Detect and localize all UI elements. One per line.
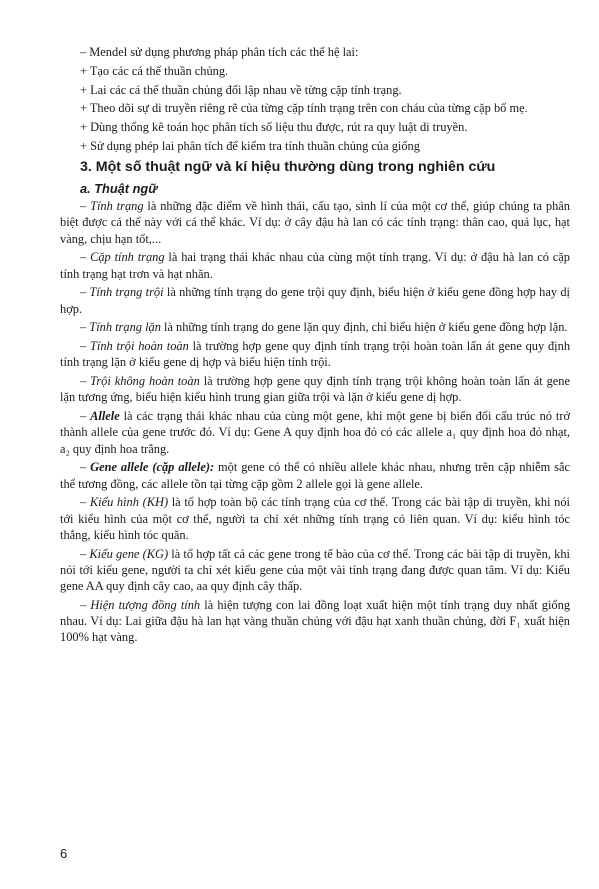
method-item: + Sử dụng phép lai phân tích để kiểm tra tính thuần chủng của giống bbox=[80, 138, 420, 153]
definition-term: Cặp tính trạng bbox=[90, 250, 165, 265]
definition-term: Tính trội hoàn toàn bbox=[90, 339, 189, 354]
definition-body: là hiện tượng con lai đồng loạt xuất hiện một tính trạng duy nhất giống nhau. Ví dụ: Lai giữa đậu hà lan hạt vàng thuần chủng với đậu hạt xanh thuần chủng, đời F₁ xuất hiện 100% hạt vàng. bbox=[60, 597, 571, 645]
definition-paragraph bbox=[60, 373, 570, 405]
method-intro: – Mendel sử dụng phương pháp phân tích các thế hệ lai: bbox=[80, 45, 359, 59]
definition-dash: – bbox=[80, 374, 91, 389]
definition-term: Gene allele (cặp allele): bbox=[90, 460, 215, 475]
definition-paragraph bbox=[60, 459, 570, 491]
definition-dash: – bbox=[80, 285, 90, 300]
definition-paragraph bbox=[60, 597, 570, 646]
definition-paragraph bbox=[60, 198, 570, 247]
definition-body: là những tính trạng do gene trội quy định, biểu hiện ở kiểu gene đồng hợp hay dị hợp. bbox=[60, 285, 570, 316]
definition-paragraph bbox=[60, 494, 570, 543]
definition-body: là những đặc điểm về hình thái, cấu tạo, sinh lí của một cơ thể, giúp chúng ta phân biệt được cá thể này với cá thể khác. Ví dụ: ở cây đậu hà lan có các tính trạng: thân cao, quả lục, hạt vàng, chịu hạn tốt,... bbox=[60, 199, 570, 246]
definition-body: là trường hợp gene quy định tính trạng trội không hoàn toàn lấn át gene lặn tương ứng, biểu hiện kiểu hình trung gian giữa trội và lặn ở kiểu gene dị hợp. bbox=[60, 374, 570, 405]
definition-paragraph bbox=[60, 319, 570, 335]
definition-dash: – bbox=[80, 250, 91, 265]
page-content bbox=[60, 44, 570, 648]
definition-dash: – bbox=[80, 199, 91, 214]
definition-dash: – bbox=[80, 597, 91, 612]
method-item: + Theo dõi sự di truyền riêng rẽ của từng cặp tính trạng trên con cháu của từng cặp bố mẹ. bbox=[80, 101, 528, 116]
definition-term: Kiểu hình (KH) bbox=[89, 495, 169, 510]
definition-body: là các trạng thái khác nhau của cùng một gene, khi một gene bị biến đổi cấu trúc nó trở thành allele của gene trước đó. Ví dụ: Gene A quy định hoa đỏ có các allele a₁ quy định hoa đỏ nhạt, a₂ quy định hoa trắng. bbox=[60, 409, 570, 456]
definition-dash: – bbox=[80, 546, 90, 561]
page-number: 6 bbox=[60, 846, 68, 861]
definition-dash: – bbox=[80, 460, 91, 475]
subheading: a. Thuật ngữ bbox=[80, 181, 158, 197]
method-item: + Dùng thống kê toán học phân tích số liệu thu được, rút ra quy luật di truyền. bbox=[80, 120, 468, 135]
definition-body: là tổ hợp tất cả các gene trong tế bào của cơ thể. Trong các bài tập di truyền, khi nói tới kiểu gene, người ta chỉ xét kiểu gene của một vài tính trạng đang được quan tâm. Ví dụ: Kiểu gene AA quy định cây cao, aa quy định cây thấp. bbox=[60, 546, 571, 593]
definition-paragraph bbox=[60, 546, 570, 595]
definition-paragraph bbox=[60, 338, 570, 370]
definition-paragraph bbox=[60, 284, 570, 316]
definition-dash: – bbox=[80, 339, 90, 354]
definition-body: một gene có thể có nhiều allele khác nhau, nhưng trên cặp nhiễm sắc thể tương đồng, các allele tồn tại từng cặp gồm 2 allele gọi là gene allele. bbox=[60, 460, 571, 491]
definition-body: là tổ hợp toàn bộ các tính trạng của cơ thể. Trong các bài tập di truyền, khi nói tới kiểu hình của một cơ thể, người ta chỉ xét những tính trạng có liên quan. Ví dụ: kiểu hình tóc thẳng, kiểu hình tóc quăn. bbox=[60, 495, 570, 542]
definition-dash: – bbox=[80, 320, 90, 335]
definition-term: Tính trạng trội bbox=[89, 285, 164, 300]
method-item: + Tạo các cá thể thuần chủng. bbox=[80, 63, 229, 78]
definition-dash: – bbox=[80, 409, 91, 424]
definition-term: Tính trạng bbox=[90, 199, 144, 214]
definition-term: Kiểu gene (KG) bbox=[89, 546, 169, 561]
definition-body: là hai trạng thái khác nhau của cùng một tính trạng. Ví dụ: ở đậu hà lan có cặp tính trạng hạt trơn và hạt nhăn. bbox=[60, 250, 570, 281]
definition-body: là trường hợp gene quy định tính trạng trội hoàn toàn lấn át gene quy định tính trạng lặn ở kiểu gene dị hợp và biểu hiện tính trội. bbox=[60, 339, 571, 370]
definition-body: là những tính trạng do gene lặn quy định, chỉ biểu hiện ở kiểu gene đồng hợp lặn. bbox=[160, 320, 568, 335]
definition-paragraph bbox=[60, 249, 570, 281]
definition-dash: – bbox=[80, 495, 90, 510]
section-heading: 3. Một số thuật ngữ và kí hiệu thường dùng trong nghiên cứu bbox=[80, 159, 496, 176]
definition-paragraph bbox=[60, 408, 570, 457]
definition-term: Trội không hoàn toàn bbox=[90, 374, 200, 389]
definition-term: Allele bbox=[90, 409, 120, 424]
method-item: + Lai các cá thể thuần chủng đối lập nhau về từng cặp tính trạng. bbox=[80, 82, 402, 97]
definition-term: Tính trạng lặn bbox=[89, 320, 161, 335]
definition-term: Hiện tượng đồng tính bbox=[90, 597, 201, 612]
